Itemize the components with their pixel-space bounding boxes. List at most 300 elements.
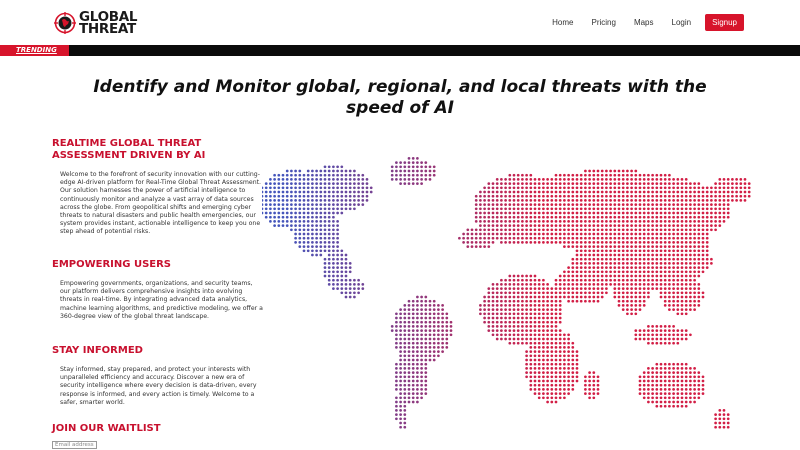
map-dot <box>668 182 671 185</box>
map-dot <box>643 174 646 177</box>
map-dot <box>345 195 348 198</box>
map-dot <box>647 275 650 278</box>
map-dot <box>555 346 558 349</box>
map-dot <box>723 220 726 223</box>
map-dot <box>576 245 579 248</box>
map-dot <box>567 388 570 391</box>
section-body: Stay informed, stay prepared, and protect your interests with unparalleled efficiency and accuracy. Discover a new era of security intelligence where every decision is data-driven, every response is informed, and every action is timely. Welcome to a safer, smarter world. <box>60 366 257 406</box>
map-dot <box>546 241 549 244</box>
map-dot <box>424 329 427 332</box>
map-dot <box>525 224 528 227</box>
map-dot <box>487 300 490 303</box>
map-dot <box>592 296 595 299</box>
map-dot <box>634 191 637 194</box>
map-dot <box>563 186 566 189</box>
map-dot <box>433 317 436 320</box>
trending-label[interactable]: TRENDING <box>0 45 69 56</box>
map-dot <box>660 388 663 391</box>
map-dot <box>349 182 352 185</box>
map-dot <box>307 220 310 223</box>
map-dot <box>651 342 654 345</box>
map-dot <box>689 241 692 244</box>
map-dot <box>403 380 406 383</box>
map-dot <box>538 371 541 374</box>
map-dot <box>559 375 562 378</box>
map-dot <box>508 203 511 206</box>
map-dot <box>714 191 717 194</box>
map-dot <box>571 220 574 223</box>
map-dot <box>718 224 721 227</box>
map-dot <box>534 191 537 194</box>
map-dot <box>689 300 692 303</box>
map-dot <box>647 279 650 282</box>
map-dot <box>525 174 528 177</box>
map-dot <box>332 178 335 181</box>
map-dot <box>513 216 516 219</box>
map-dot <box>567 203 570 206</box>
map-dot <box>403 304 406 307</box>
map-dot <box>571 342 574 345</box>
map-dot <box>718 212 721 215</box>
map-dot <box>550 291 553 294</box>
map-dot <box>567 186 570 189</box>
map-dot <box>416 354 419 357</box>
map-dot <box>416 359 419 362</box>
map-dot <box>462 237 465 240</box>
map-dot <box>626 258 629 261</box>
map-dot <box>622 279 625 282</box>
map-dot <box>555 392 558 395</box>
map-dot <box>723 191 726 194</box>
map-dot <box>391 329 394 332</box>
map-dot <box>294 178 297 181</box>
map-dot <box>265 195 268 198</box>
map-dot <box>324 186 327 189</box>
map-dot <box>580 199 583 202</box>
map-dot <box>542 371 545 374</box>
map-dot <box>601 279 604 282</box>
map-dot <box>672 396 675 399</box>
map-dot <box>723 426 726 429</box>
map-dot <box>538 279 541 282</box>
map-dot <box>412 178 415 181</box>
map-dot <box>483 237 486 240</box>
map-dot <box>416 178 419 181</box>
map-dot <box>487 291 490 294</box>
map-dot <box>613 279 616 282</box>
map-dot <box>567 241 570 244</box>
map-dot <box>718 207 721 210</box>
map-dot <box>643 207 646 210</box>
map-dot <box>660 291 663 294</box>
map-dot <box>487 296 490 299</box>
map-dot <box>668 371 671 374</box>
map-dot <box>555 224 558 227</box>
map-dot <box>676 237 679 240</box>
map-dot <box>487 241 490 244</box>
map-dot <box>647 228 650 231</box>
map-dot <box>702 296 705 299</box>
map-dot <box>559 212 562 215</box>
map-dot <box>718 220 721 223</box>
map-dot <box>324 195 327 198</box>
map-dot <box>592 300 595 303</box>
map-dot <box>618 212 621 215</box>
map-dot <box>660 283 663 286</box>
map-dot <box>626 228 629 231</box>
map-dot <box>546 363 549 366</box>
map-dot <box>437 321 440 324</box>
map-dot <box>319 233 322 236</box>
map-dot <box>592 396 595 399</box>
map-dot <box>542 380 545 383</box>
map-dot <box>630 308 633 311</box>
map-dot <box>521 212 524 215</box>
map-dot <box>660 380 663 383</box>
map-dot <box>588 275 591 278</box>
map-dot <box>622 254 625 257</box>
map-dot <box>471 237 474 240</box>
map-dot <box>580 195 583 198</box>
map-dot <box>626 203 629 206</box>
map-dot <box>681 308 684 311</box>
map-dot <box>525 241 528 244</box>
map-dot <box>319 170 322 173</box>
map-dot <box>340 283 343 286</box>
map-dot <box>319 186 322 189</box>
map-dot <box>664 249 667 252</box>
section-title: STAY INFORMED <box>52 345 143 356</box>
map-dot <box>714 195 717 198</box>
map-dot <box>466 233 469 236</box>
map-dot <box>496 228 499 231</box>
map-dot <box>630 199 633 202</box>
map-dot <box>668 363 671 366</box>
map-dot <box>441 350 444 353</box>
map-dot <box>416 401 419 404</box>
map-dot <box>307 191 310 194</box>
map-dot <box>693 191 696 194</box>
map-dot <box>513 342 516 345</box>
map-dot <box>273 199 276 202</box>
map-dot <box>664 195 667 198</box>
map-dot <box>563 375 566 378</box>
map-dot <box>525 354 528 357</box>
map-dot <box>576 220 579 223</box>
hero-title: Identify and Monitor global, regional, and local threats with the speed of AI <box>93 77 707 118</box>
map-dot <box>689 245 692 248</box>
map-dot <box>597 178 600 181</box>
map-dot <box>668 203 671 206</box>
map-dot <box>487 287 490 290</box>
map-dot <box>265 182 268 185</box>
map-dot <box>664 300 667 303</box>
map-dot <box>718 178 721 181</box>
map-dot <box>630 245 633 248</box>
map-dot <box>403 325 406 328</box>
section-empowering <box>52 259 264 321</box>
map-dot <box>601 182 604 185</box>
map-dot <box>660 258 663 261</box>
map-dot <box>555 338 558 341</box>
map-dot <box>315 237 318 240</box>
map-dot <box>584 182 587 185</box>
map-dot <box>416 170 419 173</box>
map-dot <box>681 296 684 299</box>
map-dot <box>727 191 730 194</box>
nav-pricing[interactable]: Pricing <box>591 18 616 27</box>
map-dot <box>542 312 545 315</box>
map-dot <box>487 312 490 315</box>
map-dot <box>517 216 520 219</box>
map-dot <box>294 216 297 219</box>
map-dot <box>597 186 600 189</box>
map-dot <box>366 186 369 189</box>
map-dot <box>273 195 276 198</box>
email-input[interactable]: Email address <box>52 441 97 449</box>
map-dot <box>588 249 591 252</box>
map-dot <box>676 224 679 227</box>
map-dot <box>630 216 633 219</box>
map-dot <box>685 338 688 341</box>
map-dot <box>504 199 507 202</box>
map-dot <box>702 220 705 223</box>
map-dot <box>588 380 591 383</box>
map-dot <box>744 191 747 194</box>
map-dot <box>685 291 688 294</box>
map-dot <box>714 199 717 202</box>
map-dot <box>555 203 558 206</box>
map-dot <box>500 338 503 341</box>
map-dot <box>605 241 608 244</box>
map-dot <box>702 262 705 265</box>
map-dot <box>500 312 503 315</box>
map-dot <box>534 325 537 328</box>
map-dot <box>693 186 696 189</box>
map-dot <box>714 224 717 227</box>
signup-button[interactable]: Signup <box>705 14 744 31</box>
map-dot <box>336 245 339 248</box>
map-dot <box>508 174 511 177</box>
map-dot <box>525 359 528 362</box>
map-dot <box>592 241 595 244</box>
map-dot <box>424 338 427 341</box>
map-dot <box>395 317 398 320</box>
map-dot <box>529 388 532 391</box>
map-dot <box>550 241 553 244</box>
map-dot <box>618 207 621 210</box>
map-dot <box>550 371 553 374</box>
map-dot <box>513 220 516 223</box>
map-dot <box>357 279 360 282</box>
map-dot <box>664 241 667 244</box>
map-dot <box>483 296 486 299</box>
map-dot <box>395 384 398 387</box>
map-dot <box>660 375 663 378</box>
map-dot <box>366 178 369 181</box>
map-dot <box>504 333 507 336</box>
map-dot <box>408 392 411 395</box>
map-dot <box>634 182 637 185</box>
map-dot <box>542 308 545 311</box>
map-dot <box>357 199 360 202</box>
map-dot <box>508 237 511 240</box>
map-dot <box>626 266 629 269</box>
map-dot <box>597 199 600 202</box>
map-dot <box>273 178 276 181</box>
map-dot <box>294 191 297 194</box>
map-dot <box>416 346 419 349</box>
map-dot <box>550 321 553 324</box>
map-dot <box>571 388 574 391</box>
map-dot <box>395 363 398 366</box>
map-dot <box>412 388 415 391</box>
map-dot <box>546 350 549 353</box>
map-dot <box>601 170 604 173</box>
map-dot <box>576 262 579 265</box>
map-dot <box>672 233 675 236</box>
map-dot <box>345 178 348 181</box>
nav-maps[interactable]: Maps <box>633 18 654 27</box>
map-dot <box>408 161 411 164</box>
map-dot <box>538 359 541 362</box>
map-dot <box>660 249 663 252</box>
map-dot <box>555 321 558 324</box>
map-dot <box>567 233 570 236</box>
logo[interactable] <box>54 8 154 38</box>
map-dot <box>529 375 532 378</box>
map-dot <box>676 279 679 282</box>
map-dot <box>651 241 654 244</box>
map-dot <box>563 216 566 219</box>
map-dot <box>647 396 650 399</box>
map-dot <box>399 321 402 324</box>
map-dot <box>517 233 520 236</box>
map-dot <box>508 329 511 332</box>
map-dot <box>626 275 629 278</box>
map-dot <box>340 182 343 185</box>
map-dot <box>403 317 406 320</box>
nav-home[interactable]: Home <box>552 18 574 27</box>
map-dot <box>277 224 280 227</box>
map-dot <box>555 220 558 223</box>
map-dot <box>643 199 646 202</box>
map-dot <box>521 186 524 189</box>
map-dot <box>496 212 499 215</box>
map-dot <box>311 233 314 236</box>
map-dot <box>723 203 726 206</box>
map-dot <box>303 249 306 252</box>
map-dot <box>655 249 658 252</box>
map-dot <box>592 380 595 383</box>
map-dot <box>269 178 272 181</box>
map-dot <box>395 338 398 341</box>
map-dot <box>550 224 553 227</box>
map-dot <box>538 392 541 395</box>
map-dot <box>643 300 646 303</box>
map-dot <box>618 304 621 307</box>
map-dot <box>416 367 419 370</box>
map-dot <box>567 333 570 336</box>
map-dot <box>563 174 566 177</box>
map-dot <box>626 308 629 311</box>
map-dot <box>727 195 730 198</box>
map-dot <box>613 186 616 189</box>
map-dot <box>697 216 700 219</box>
map-dot <box>693 212 696 215</box>
map-dot <box>563 354 566 357</box>
map-dot <box>550 182 553 185</box>
map-dot <box>622 300 625 303</box>
map-dot <box>345 266 348 269</box>
map-dot <box>685 220 688 223</box>
map-dot <box>697 224 700 227</box>
map-dot <box>504 237 507 240</box>
map-dot <box>681 241 684 244</box>
map-dot <box>550 191 553 194</box>
map-dot <box>492 237 495 240</box>
map-dot <box>517 287 520 290</box>
map-dot <box>492 186 495 189</box>
map-dot <box>521 220 524 223</box>
map-dot <box>408 333 411 336</box>
map-dot <box>676 308 679 311</box>
map-dot <box>651 220 654 223</box>
map-dot <box>492 224 495 227</box>
map-dot <box>408 317 411 320</box>
map-dot <box>605 275 608 278</box>
map-dot <box>403 367 406 370</box>
map-dot <box>416 296 419 299</box>
map-dot <box>521 333 524 336</box>
map-dot <box>420 354 423 357</box>
map-dot <box>424 178 427 181</box>
map-dot <box>576 233 579 236</box>
map-dot <box>571 195 574 198</box>
map-dot <box>567 291 570 294</box>
section-title: EMPOWERING USERS <box>52 259 172 270</box>
map-dot <box>345 275 348 278</box>
map-dot <box>534 287 537 290</box>
map-dot <box>622 224 625 227</box>
map-dot <box>340 275 343 278</box>
map-dot <box>492 212 495 215</box>
map-dot <box>408 329 411 332</box>
map-dot <box>546 233 549 236</box>
map-dot <box>601 241 604 244</box>
map-dot <box>513 312 516 315</box>
map-dot <box>534 233 537 236</box>
map-dot <box>559 178 562 181</box>
map-dot <box>685 203 688 206</box>
map-dot <box>475 203 478 206</box>
nav-login[interactable]: Login <box>671 18 692 27</box>
map-dot <box>664 228 667 231</box>
map-dot <box>697 203 700 206</box>
map-dot <box>576 350 579 353</box>
map-dot <box>676 401 679 404</box>
map-dot <box>534 216 537 219</box>
map-dot <box>588 388 591 391</box>
map-dot <box>517 308 520 311</box>
map-dot <box>336 270 339 273</box>
map-dot <box>315 186 318 189</box>
map-dot <box>664 367 667 370</box>
map-dot <box>660 207 663 210</box>
map-dot <box>294 203 297 206</box>
map-dot <box>529 380 532 383</box>
map-dot <box>681 203 684 206</box>
